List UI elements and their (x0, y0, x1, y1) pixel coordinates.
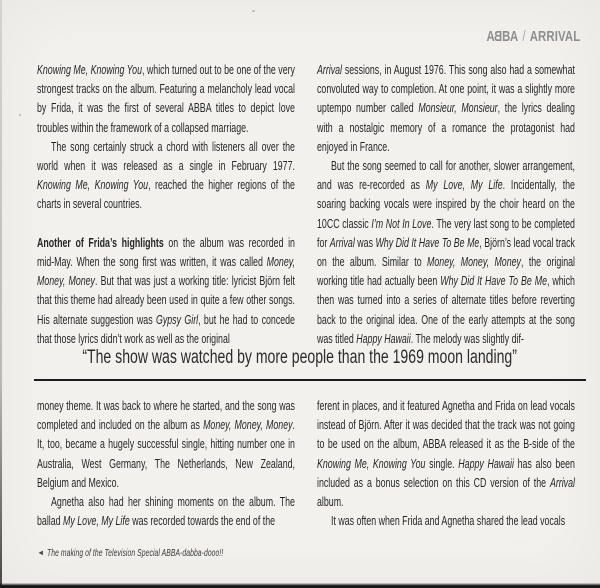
song-title-text: Why Did It Have To Be Me (440, 274, 547, 289)
body-text: . The melody was slightly dif- (410, 331, 524, 346)
body-text: , reached the higher regions of the charts in several countries. (37, 178, 295, 212)
logo-band-name (486, 29, 517, 45)
paragraph (37, 493, 295, 531)
song-title-text: Money, Money, Money (37, 255, 295, 289)
logo-letter: B (501, 29, 510, 45)
song-title-text: Money, Money, Money (203, 418, 293, 433)
song-title-text: Arrival (549, 475, 575, 490)
body-text: , the original working title had actually been (317, 255, 575, 289)
paragraph (37, 397, 295, 493)
caption-arrow-icon: ◄ (37, 548, 45, 557)
column-bottom-right (317, 397, 575, 531)
body-text: . It, too, became a hugely successful single, hitting number one in Australia, West Germany, The Netherlands, New Zealand, Belgium and Mexico. (37, 418, 295, 490)
scan-edge-left (0, 0, 2, 588)
body-text: ferent in places, and it featured Agnetha and Frida on lead vocals instead of Björn. After it was decided that the track was not going to be used on the album, ABBA released it as the B-side of the (317, 399, 575, 452)
song-title-text: My Love, My Life (63, 514, 130, 529)
body-text: on the album was recorded in mid-May. When the song first was written, it was called (37, 235, 295, 270)
song-title-text: Knowing Me, Knowing You (37, 178, 149, 193)
body-text: But the song seemed to call for another, slower arrangement, and was re-recorded as (317, 159, 575, 193)
body-text: . Incidentally, the soaring backing vocals were inspired by the choir heard on the 10CC classic (317, 178, 575, 231)
song-title-text: Gypsy Girl (155, 312, 199, 327)
pull-quote (0, 346, 600, 370)
body-text: . But that was just a working title: lyricist Björn felt that this theme had already been used in quite a few other songs. His alternate suggestion was (37, 274, 295, 327)
paragraph (37, 234, 295, 349)
scan-edge-bottom (0, 583, 600, 588)
column-top-right (317, 61, 575, 349)
logo-text (486, 29, 580, 45)
body-text: album. (317, 495, 344, 510)
body-text: , Björn’s lead vocal track on the album. Similar to (317, 235, 575, 270)
body-text: , the lyrics dealing with a nostalgic memory of a romance the protagonist had enjoyed in France. (317, 101, 575, 154)
song-title-text: Knowing Me, Knowing You (317, 456, 426, 471)
photo-caption (37, 548, 306, 559)
scan-speck (19, 114, 21, 116)
paragraph (317, 397, 575, 512)
body-text: . The very last song to be completed for (317, 216, 575, 250)
body-text: , but he had to concede that those lyrics didn’t work as well as the original (37, 312, 295, 346)
song-title-text: Arrival (329, 235, 355, 250)
song-title-text: Monsieur, Monsieur (418, 101, 498, 116)
body-text: It was often when Frida and Agnetha shared the lead vocals (331, 514, 566, 529)
body-text: , which turned out to be one of the very strongest tracks on the album. Featuring a melancholy lead vocal by Frida, it was the first of several ABBA titles to depict love troubles within the framework of a collapsed marriage. (37, 63, 295, 135)
song-title-text: My Love, My Life (425, 178, 503, 193)
song-title-text: I’m Not In Love (371, 216, 432, 231)
body-text: The song certainly struck a chord with listeners all over the world when it was released as a single in February 1977. (37, 139, 295, 174)
logo-album-name: ARRIVAL (529, 29, 580, 45)
song-title-text: Happy Hawaii (458, 456, 514, 471)
song-title-text: Arrival (317, 63, 343, 77)
body-text: was recorded towards the end of the (129, 514, 276, 529)
scan-speck (252, 10, 255, 12)
horizontal-rule (34, 379, 586, 381)
logo-separator: / (522, 29, 526, 45)
body-text: single. (425, 456, 459, 471)
pull-quote-text: “The show was watched by more people than the 1969 moon landing” (82, 347, 518, 368)
caption-text: The making of the Television Special ABBA-dabba-dooo!! (47, 548, 224, 559)
paragraph (317, 512, 575, 531)
logo-letter: A (486, 29, 495, 45)
body-text: has also been included as a bonus selection on this CD version of the (317, 456, 575, 490)
body-text: , which then was turned into a series of alternate titles before reverting back to the original idea. One of the early attempts at the song was titled (317, 274, 575, 346)
song-title-text: Knowing Me, Knowing You (37, 63, 142, 77)
body-text: Agnetha also had her shining moments on the album. The ballad (37, 495, 295, 529)
song-title-text: Happy Hawaii (356, 331, 411, 346)
song-title-text: Money, Money, Money (427, 255, 521, 270)
body-text: was (354, 235, 376, 250)
column-top-left (37, 61, 295, 349)
abba-arrival-logo (460, 28, 580, 46)
body-text: Another of Frida’s highlights (37, 235, 164, 250)
paragraph (37, 138, 295, 215)
song-title-text: Why Did It Have To Be Me (375, 235, 480, 250)
logo-letter: A (509, 29, 518, 45)
paragraph (317, 157, 575, 349)
paragraph (317, 61, 575, 157)
paragraph (37, 61, 295, 138)
logo-mirrored-letter: B (494, 29, 502, 45)
body-text: money theme. It was back to where he started, and the song was completed and included on the album as (37, 399, 295, 433)
column-bottom-left (37, 397, 295, 531)
body-text: sessions, in August 1976. This song also had a somewhat convoluted way to completion. At one point, it was a slightly more uptempo number called (317, 63, 575, 116)
